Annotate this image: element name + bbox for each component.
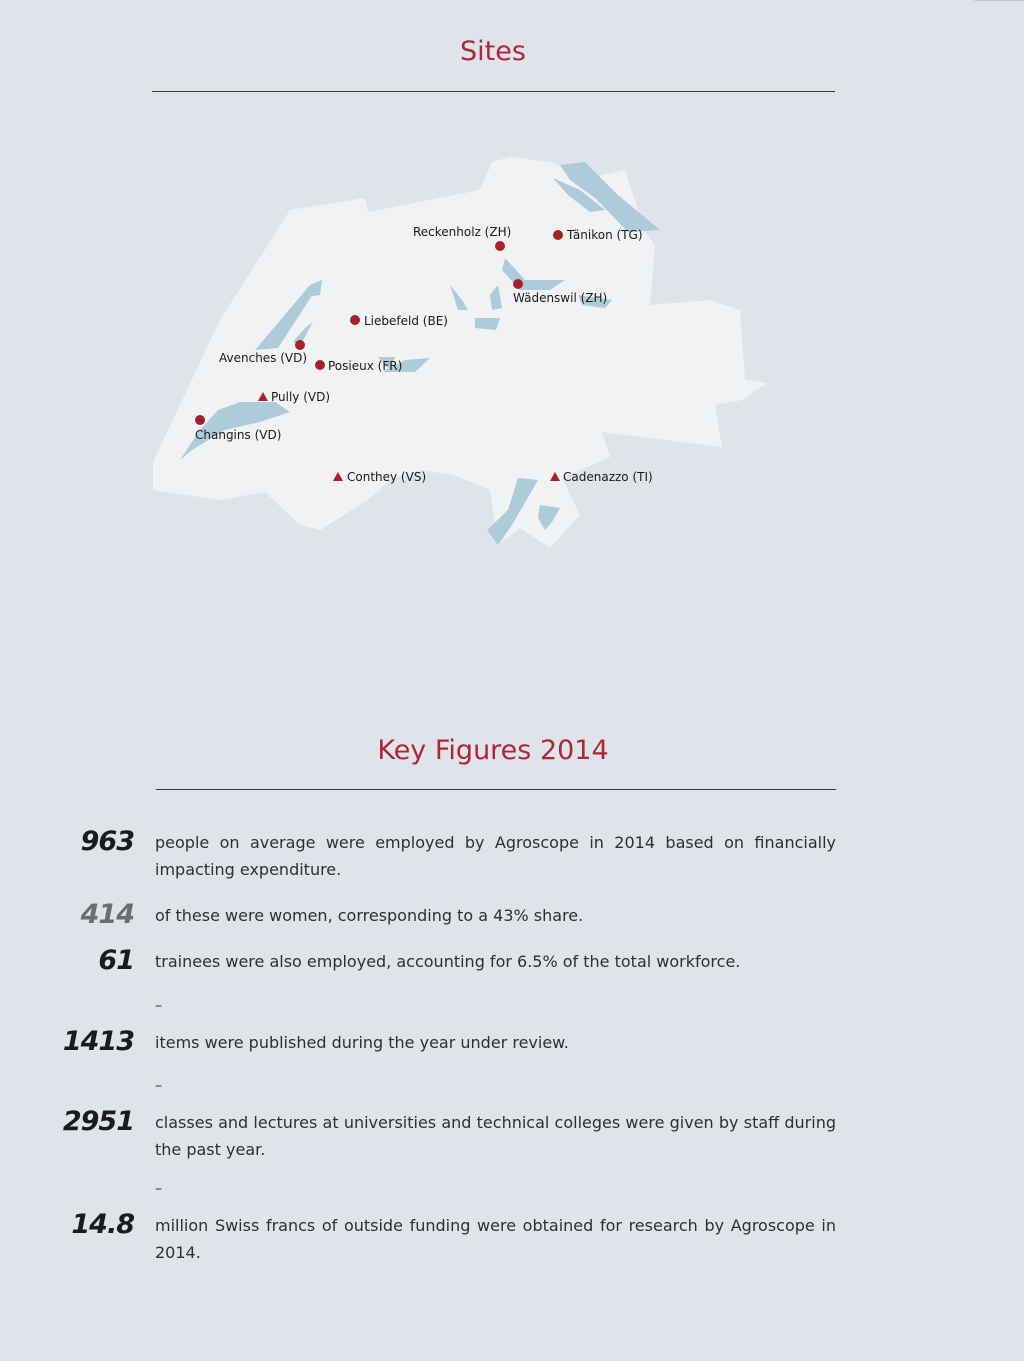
figure-description: people on average were employed by Agroscope in 2014 based on financially impacting expenditure. (155, 833, 836, 879)
label-reckenholz: Reckenholz (ZH) (413, 225, 512, 239)
marker-posieux (315, 360, 325, 370)
key-figures-title: Key Figures 2014 (377, 735, 609, 766)
figure-description: million Swiss francs of outside funding were obtained for research by Agroscope in 2014. (155, 1216, 836, 1262)
figure-number: 414 (80, 899, 134, 930)
figure-number: 61 (98, 945, 134, 976)
label-avenches: Avenches (VD) (219, 351, 308, 365)
marker-liebefeld (350, 315, 360, 325)
marker-waedenswil (513, 279, 523, 289)
label-conthey: Conthey (VS) (347, 470, 427, 484)
figure-description: classes and lectures at universities and technical colleges were given by staff during the past year. (155, 1113, 836, 1159)
figure-description: items were published during the year under review. (155, 1033, 569, 1052)
figure-number: 14.8 (71, 1209, 134, 1240)
separator-dash: – (155, 998, 162, 1014)
label-pully: Pully (VD) (271, 390, 331, 404)
figure-number: 963 (80, 826, 134, 857)
separator-dash: – (155, 1078, 162, 1094)
marker-reckenholz (495, 241, 505, 251)
separator-dash: – (155, 1181, 162, 1197)
label-cadenazzo: Cadenazzo (TI) (563, 470, 653, 484)
label-changins: Changins (VD) (195, 428, 282, 442)
marker-avenches (295, 340, 305, 350)
sites-title: Sites (460, 36, 526, 67)
figure-number: 2951 (62, 1106, 134, 1137)
top-edge-line (974, 0, 1024, 1)
figure-description: of these were women, corresponding to a 43% share. (155, 906, 584, 925)
label-waedenswil: Wädenswil (ZH) (513, 291, 608, 305)
switzerland-map (150, 150, 780, 560)
sites-rule (152, 91, 835, 92)
marker-changins (195, 415, 205, 425)
key-figures-rule (156, 789, 836, 790)
marker-taenikon (553, 230, 563, 240)
label-posieux: Posieux (FR) (328, 359, 403, 373)
figure-description: trainees were also employed, accounting for 6.5% of the total workforce. (155, 952, 741, 971)
label-liebefeld: Liebefeld (BE) (364, 314, 448, 328)
figure-number: 1413 (62, 1026, 134, 1057)
label-taenikon: Tänikon (TG) (567, 228, 643, 242)
